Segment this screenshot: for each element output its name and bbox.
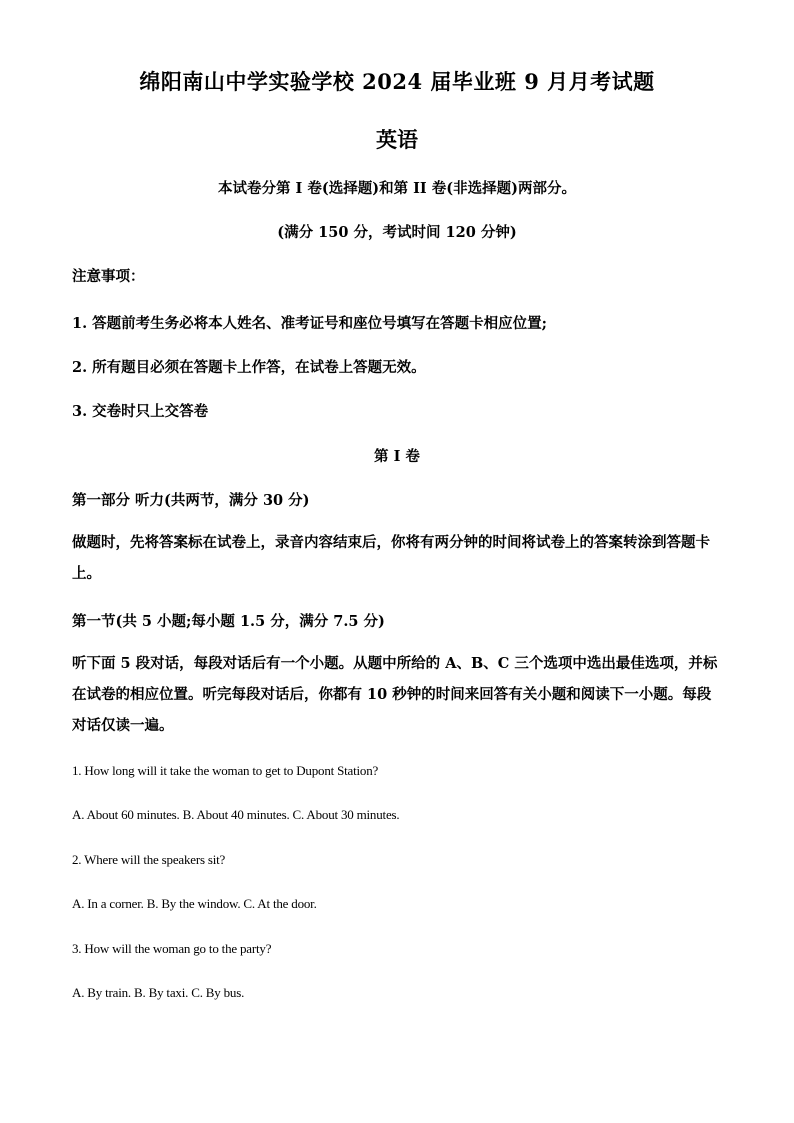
question-stem: 1. How long will it take the woman to get to Dupont Station? — [72, 763, 379, 778]
part1-heading: 第一部分 听力(共两节，满分 30 分) — [72, 492, 310, 509]
part1-instruction: 做题时，先将答案标在试卷上，录音内容结束后，你将有两分钟的时间将试卷上的答案转涂到答题卡上。 — [72, 534, 710, 582]
exam-intro: 本试卷分第 I 卷(选择题)和第 II 卷(非选择题)两部分。 — [218, 180, 576, 197]
score-info: (满分 150 分，考试时间 120 分钟) — [277, 224, 517, 241]
question-options: A. By train. B. By taxi. C. By bus. — [72, 985, 245, 1000]
volume-heading: 第 I 卷 — [374, 448, 420, 465]
section1-instruction: 听下面 5 段对话，每段对话后有一个小题。从题中所给的 A、B、C 三个选项中选出最佳选项，并标在试卷的相应位置。听完每段对话后，你都有 10 秒钟的时间来回答有关小题和阅读下一小题。每段对话仅读一遍。 — [72, 655, 718, 734]
notice-item: 2. 所有题目必须在答题卡上作答，在试卷上答题无效。 — [72, 359, 426, 376]
notice-heading: 注意事项： — [72, 268, 145, 285]
notice-item: 1. 答题前考生务必将本人姓名、准考证号和座位号填写在答题卡相应位置; — [72, 315, 548, 332]
notice-item: 3. 交卷时只上交答卷 — [72, 403, 209, 420]
question-stem: 3. How will the woman go to the party? — [72, 941, 272, 956]
section1-heading: 第一节(共 5 小题;每小题 1.5 分，满分 7.5 分) — [72, 613, 385, 630]
question-stem: 2. Where will the speakers sit? — [72, 852, 226, 867]
subject-heading: 英语 — [376, 127, 418, 152]
question-options: A. About 60 minutes. B. About 40 minutes. C. About 30 minutes. — [72, 807, 400, 822]
question-options: A. In a corner. B. By the window. C. At the door. — [72, 896, 317, 911]
exam-title: 绵阳南山中学实验学校 2024 届毕业班 9 月月考试题 — [139, 69, 655, 94]
